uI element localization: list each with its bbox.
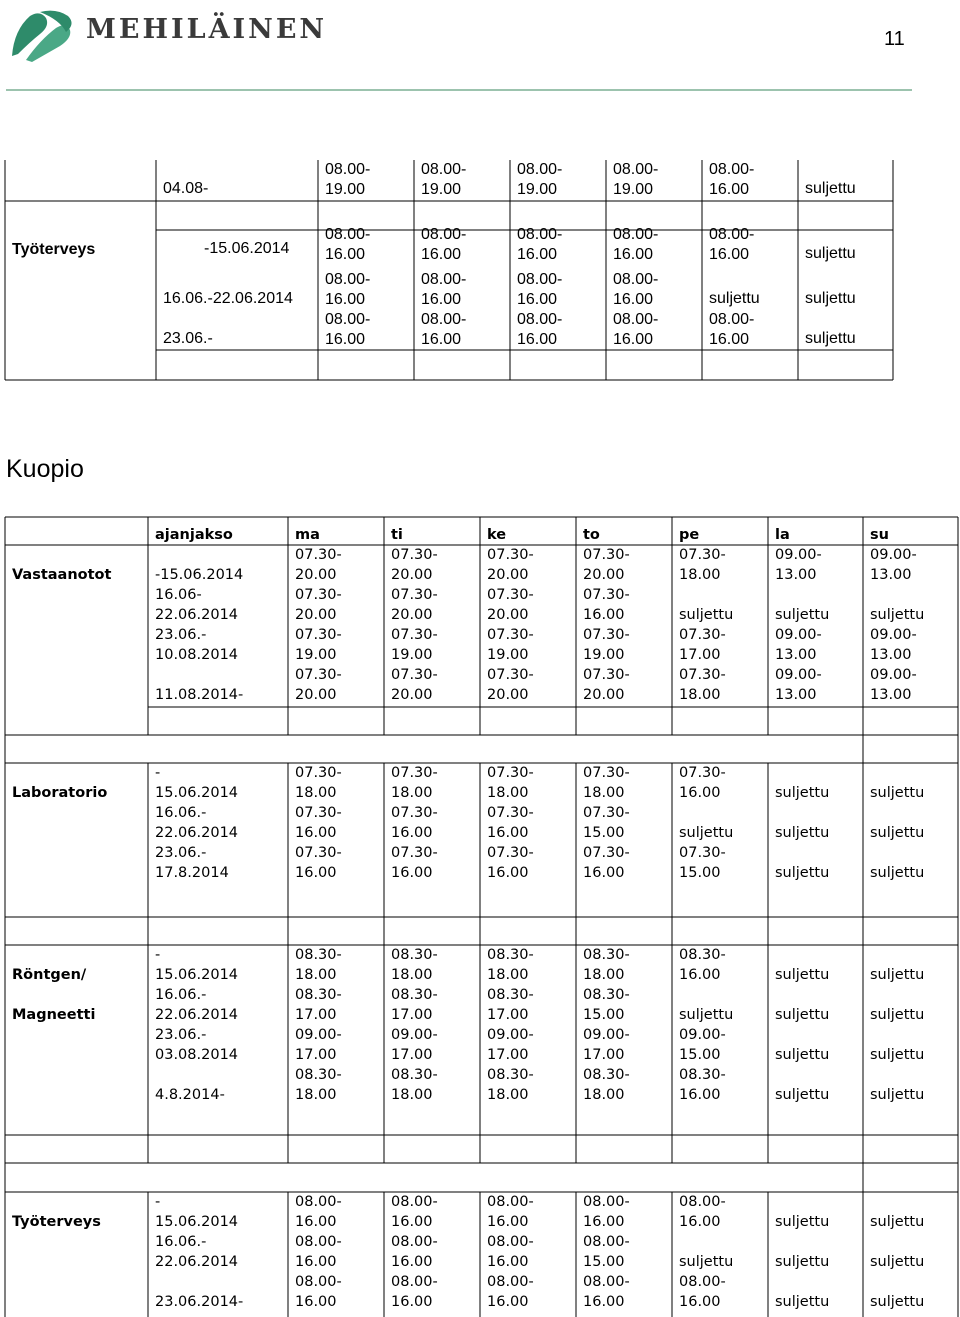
time-cell: 07.30- 16.00 [583,587,630,623]
time-cell: 08.00- 16.00 [583,1194,630,1230]
top-time-cell: 08.00- 16.00 [709,161,755,198]
time-cell: suljettu [870,967,925,983]
time-cell: 09.00- 13.00 [870,667,917,703]
time-cell: suljettu [775,1214,830,1230]
time-cell: 08.00- 16.00 [391,1194,438,1230]
top-time-cell: 08.00- 16.00 [421,271,467,308]
time-cell: 08.00- 16.00 [583,1274,630,1310]
top-time-cell: suljettu [805,245,856,262]
top-period: 23.06.- [163,330,213,347]
time-cell: 08.30- 16.00 [679,1067,726,1103]
time-cell: 08.00- 16.00 [679,1194,726,1230]
time-cell: suljettu [775,865,830,881]
time-cell: suljettu [775,785,830,801]
period-cell: 23.06.2014- [155,1294,244,1310]
period-cell: 11.08.2014- [155,687,244,703]
time-cell: 07.30- 17.00 [679,627,726,663]
time-cell: suljettu [679,825,734,841]
period-cell: -15.06.2014 [155,567,244,583]
time-cell: 08.30- 16.00 [679,947,726,983]
time-cell: suljettu [870,1214,925,1230]
time-cell: 09.00- 13.00 [775,667,822,703]
time-cell: suljettu [870,607,925,623]
time-cell: 08.00- 16.00 [295,1194,342,1230]
time-cell: 09.00- 13.00 [870,547,917,583]
time-cell: 07.30- 20.00 [583,547,630,583]
time-cell: 07.30- 19.00 [583,627,630,663]
top-time-cell: 08.00- 16.00 [325,271,371,308]
page-number: 11 [884,28,905,50]
top-time-cell: 08.00- 19.00 [325,161,371,198]
time-cell: 08.30- 17.00 [391,987,438,1023]
time-cell: suljettu [775,825,830,841]
time-cell: suljettu [679,607,734,623]
time-cell: 09.00- 17.00 [391,1027,438,1063]
period-cell: 16.06.- 22.06.2014 [155,805,239,841]
time-cell: 08.30- 18.00 [295,947,342,983]
time-cell: 08.00- 16.00 [679,1274,726,1310]
col-header-pe: pe [679,527,700,543]
top-period: 16.06.-22.06.2014 [163,290,293,307]
top-time-cell: 08.00- 16.00 [517,311,563,348]
time-cell: suljettu [775,1007,830,1023]
time-cell: 08.00- 16.00 [487,1274,534,1310]
time-cell: 07.30- 16.00 [295,845,342,881]
time-cell: suljettu [870,1254,925,1270]
top-time-cell: 08.00- 16.00 [421,311,467,348]
top-time-cell: 08.00- 16.00 [517,271,563,308]
top-time-cell: 08.00- 16.00 [421,226,467,263]
top-time-cell: suljettu [805,330,856,347]
time-cell: 08.00- 15.00 [583,1234,630,1270]
time-cell: suljettu [775,1047,830,1063]
time-cell: 09.00- 17.00 [295,1027,342,1063]
period-cell: - 15.06.2014 [155,947,239,983]
section-title-kuopio: Kuopio [6,455,84,483]
time-cell: 08.30- 18.00 [391,1067,438,1103]
time-cell: 07.30- 20.00 [391,587,438,623]
time-cell: 08.00- 16.00 [391,1234,438,1270]
time-cell: 07.30- 18.00 [679,547,726,583]
time-cell: 07.30- 15.00 [583,805,630,841]
time-cell: suljettu [775,967,830,983]
time-cell: 07.30- 20.00 [487,587,534,623]
time-cell: 08.30- 18.00 [391,947,438,983]
time-cell: 08.30- 15.00 [583,987,630,1023]
time-cell: 07.30- 20.00 [391,547,438,583]
col-header-ma: ma [295,527,320,543]
time-cell: 07.30- 18.00 [391,765,438,801]
time-cell: 08.30- 17.00 [487,987,534,1023]
time-cell: 08.00- 16.00 [391,1274,438,1310]
top-time-cell: 08.00- 19.00 [517,161,563,198]
time-cell: 07.30- 18.00 [295,765,342,801]
brand-name: MEHILÄINEN [86,14,328,45]
time-cell: 07.30- 16.00 [679,765,726,801]
time-cell: suljettu [775,1087,830,1103]
top-time-cell: suljettu [805,290,856,307]
top-time-cell: 08.00- 16.00 [325,311,371,348]
time-cell: 08.30- 18.00 [487,947,534,983]
col-header-to: to [583,527,600,543]
time-cell: 07.30- 18.00 [487,765,534,801]
time-cell: 07.30- 16.00 [487,805,534,841]
time-cell: suljettu [870,785,925,801]
top-period: 04.08- [163,180,209,197]
time-cell: 07.30- 19.00 [295,627,342,663]
top-time-cell: 08.00- 16.00 [613,271,659,308]
col-header-su: su [870,527,889,543]
header-rule [6,89,912,91]
time-cell: 07.30- 20.00 [391,667,438,703]
time-cell: 07.30- 16.00 [583,845,630,881]
col-header-ajanjakso: ajanjakso [155,527,233,543]
top-time-cell: 08.00- 16.00 [613,226,659,263]
time-cell: 08.30- 18.00 [487,1067,534,1103]
time-cell: suljettu [870,1087,925,1103]
period-cell: - 15.06.2014 [155,1194,239,1230]
period-cell: 23.06.- 10.08.2014 [155,627,239,663]
time-cell: suljettu [679,1254,734,1270]
top-time-cell: suljettu [805,180,856,197]
time-cell: 09.00- 15.00 [679,1027,726,1063]
top-time-cell: suljettu [709,290,760,307]
top-time-cell: 08.00- 19.00 [421,161,467,198]
time-cell: suljettu [870,1294,925,1310]
time-cell: 08.30- 18.00 [583,1067,630,1103]
time-cell: 07.30- 18.00 [583,765,630,801]
top-time-cell: 08.00- 16.00 [517,226,563,263]
col-header-ke: ke [487,527,507,543]
time-cell: 07.30- 19.00 [487,627,534,663]
top-period: -15.06.2014 [204,240,290,257]
time-cell: 08.30- 17.00 [295,987,342,1023]
time-cell: suljettu [870,1007,925,1023]
time-cell: suljettu [775,1254,830,1270]
period-cell: 16.06.- 22.06.2014 [155,987,239,1023]
time-cell: 08.00- 16.00 [295,1274,342,1310]
period-cell: - 15.06.2014 [155,765,239,801]
time-cell: 07.30- 16.00 [391,845,438,881]
top-time-cell: 08.00- 16.00 [709,226,755,263]
col-header-la: la [775,527,790,543]
top-time-cell: 08.00- 16.00 [709,311,755,348]
time-cell: 07.30- 15.00 [679,845,726,881]
time-cell: 07.30- 20.00 [295,547,342,583]
time-cell: suljettu [775,607,830,623]
time-cell: 07.30- 16.00 [391,805,438,841]
mehilainen-logo-icon [6,6,86,66]
time-cell: 07.30- 18.00 [679,667,726,703]
top-section-label: Työterveys [12,241,96,258]
period-cell: 16.06- 22.06.2014 [155,587,239,623]
time-cell: suljettu [679,1007,734,1023]
top-time-cell: 08.00- 16.00 [613,311,659,348]
top-time-cell: 08.00- 16.00 [325,226,371,263]
time-cell: 09.00- 17.00 [487,1027,534,1063]
time-cell: 07.30- 19.00 [391,627,438,663]
period-cell: 16.06.- 22.06.2014 [155,1234,239,1270]
time-cell: 08.30- 18.00 [295,1067,342,1103]
time-cell: 07.30- 20.00 [583,667,630,703]
time-cell: 08.00- 16.00 [487,1234,534,1270]
time-cell: 09.00- 13.00 [775,547,822,583]
time-cell: 07.30- 20.00 [295,587,342,623]
time-cell: 07.30- 16.00 [295,805,342,841]
time-cell: 08.00- 16.00 [487,1194,534,1230]
time-cell: 08.00- 16.00 [295,1234,342,1270]
time-cell: suljettu [870,825,925,841]
group-label: Työterveys [12,1214,101,1230]
period-cell: 23.06.- 17.8.2014 [155,845,229,881]
group-label: Vastaanotot [12,567,112,583]
time-cell: suljettu [775,1294,830,1310]
time-cell: 07.30- 20.00 [487,667,534,703]
time-cell: 08.30- 18.00 [583,947,630,983]
col-header-ti: ti [391,527,403,543]
time-cell: 07.30- 20.00 [295,667,342,703]
period-cell: 23.06.- 03.08.2014 [155,1027,239,1063]
group-label: Laboratorio [12,785,108,801]
time-cell: 09.00- 17.00 [583,1027,630,1063]
time-cell: 07.30- 20.00 [487,547,534,583]
time-cell: suljettu [870,1047,925,1063]
period-cell: 4.8.2014- [155,1087,225,1103]
group-label: Röntgen/ Magneetti [12,967,96,1023]
time-cell: 07.30- 16.00 [487,845,534,881]
time-cell: suljettu [870,865,925,881]
time-cell: 09.00- 13.00 [775,627,822,663]
time-cell: 09.00- 13.00 [870,627,917,663]
top-time-cell: 08.00- 19.00 [613,161,659,198]
